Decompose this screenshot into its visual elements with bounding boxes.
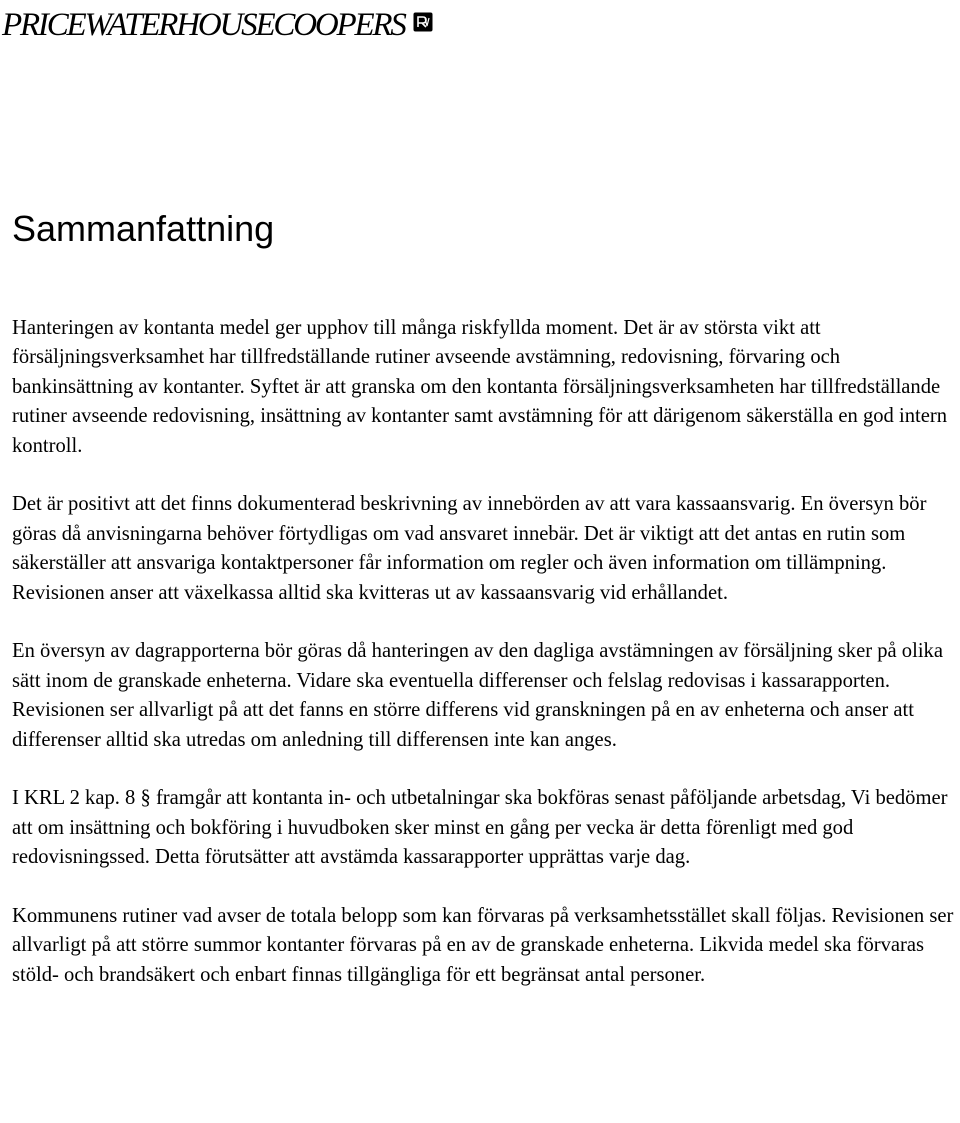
paragraph-1: Hanteringen av kontanta medel ger upphov till många riskfyllda moment. Det är av största vikt att försäljningsverksamhet har tillfredställande rutiner avseende avstämning, redovisning, förvaring och bankinsättning av kontanter. Syftet är att granska om den kontanta försäljningsverksamheten har tillfredställande rutiner avseende redovisning, insättning av kontanter samt avstämning för att därigenom säkerställa en god intern kontroll. xyxy=(12,317,948,457)
logo-wordmark: PRICEWATERHOUSECOOPERS xyxy=(2,7,405,43)
pwc-emblem-icon xyxy=(413,12,433,32)
paragraph-5: Kommunens rutiner vad avser de totala belopp som kan förvaras på verksamhetsstället skall följas. Revisionen ser allvarligt på att större summor kontanter förvaras på en av de granskade enheterna. Likvida medel ska förvaras stöld- och brandsäkert och enbart finnas tillgängliga för ett begränsat antal personer. xyxy=(12,905,954,986)
document-body xyxy=(12,314,956,990)
paragraph-2: Det är positivt att det finns dokumenterad beskrivning av innebörden av att vara kassaansvarig. En översyn bör göras då anvisningarna behöver förtydligas om vad ansvaret innebär. Det är viktigt att det antas en rutin som säkerställer att ansvariga kontaktpersoner får information om regler och även information om tillämpning. Revisionen anser att växelkassa alltid ska kvitteras ut av kassaansvarig vid erhållandet. xyxy=(12,493,927,604)
company-logo xyxy=(0,0,405,52)
paragraph-3: En översyn av dagrapporterna bör göras då hanteringen av den dagliga avstämningen av försäljning sker på olika sätt inom de granskade enheterna. Vidare ska eventuella differenser och felslag redovisas i kassarapporten. Revisionen ser allvarligt på att det fanns en större differens vid granskningen på en av enheterna och anser att differenser alltid ska utredas om anledning till differensen inte kan anges. xyxy=(12,640,943,751)
paragraph-4: I KRL 2 kap. 8 § framgår att kontanta in- och utbetalningar ska bokföras senast påföljande arbetsdag, Vi bedömer att om insättning och bokföring i huvudboken sker minst en gång per vecka är detta förenligt med god redovisningssed. Detta förutsätter att avstämda kassarapporter upprättas varje dag. xyxy=(12,787,948,869)
page-title: Sammanfattning xyxy=(12,208,275,249)
